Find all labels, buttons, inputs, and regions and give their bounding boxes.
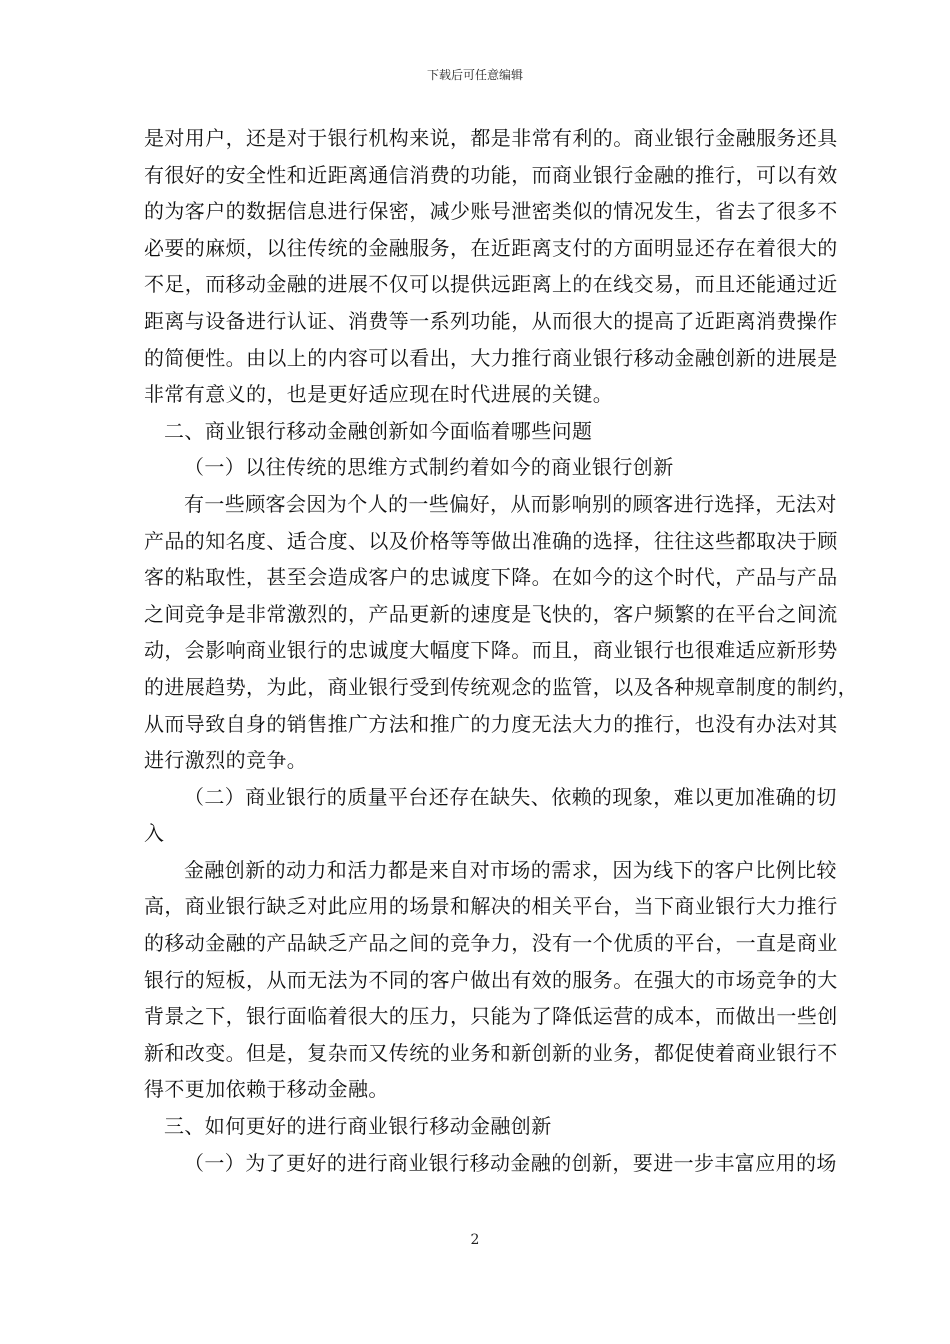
section-heading: 二、商业银行移动金融创新如今面临着哪些问题 <box>164 418 593 443</box>
text-line: 的为客户的数据信息进行保密，减少账号泄密类似的情况发生，省去了很多不 <box>144 199 838 224</box>
text-line: 的进展趋势，为此，商业银行受到传统观念的监管，以及各种规章制度的制约， <box>144 674 858 699</box>
subsection-heading: （一）为了更好的进行商业银行移动金融的创新，要进一步丰富应用的场 <box>184 1150 837 1175</box>
text-line: 的移动金融的产品缺乏产品之间的竞争力，没有一个优质的平台，一直是商业 <box>144 931 838 956</box>
text-line: 的简便性。由以上的内容可以看出，大力推行商业银行移动金融创新的进展是 <box>144 345 838 370</box>
text-line: 不足，而移动金融的进展不仅可以提供远距离上的在线交易，而且还能通过近 <box>144 272 838 297</box>
text-line: 进行激烈的竞争。 <box>144 748 308 773</box>
text-line: 必要的麻烦，以往传统的金融服务，在近距离支付的方面明显还存在着很大的 <box>144 235 838 260</box>
text-line: 得不更加依赖于移动金融。 <box>144 1077 389 1102</box>
text-line: 距离与设备进行认证、消费等一系列功能，从而很大的提高了近距离消费操作 <box>144 308 838 333</box>
document-body <box>144 120 858 1181</box>
paragraph <box>144 486 858 779</box>
text-line: 动，会影响商业银行的忠诚度大幅度下降。而且，商业银行也很难适应新形势 <box>144 638 838 663</box>
text-line: （二）商业银行的质量平台还存在缺失、依赖的现象，难以更加准确的切 <box>184 784 837 809</box>
text-line: 新和改变。但是，复杂而又传统的业务和新创新的业务，都促使着商业银行不 <box>144 1040 838 1065</box>
text-line: 有一些顾客会因为个人的一些偏好，从而影响别的顾客进行选择，无法对 <box>184 491 837 516</box>
text-line: 产品的知名度、适合度、以及价格等等做出准确的选择，往往这些都取决于顾 <box>144 528 838 553</box>
page-header: 下载后可任意编辑 <box>426 68 523 82</box>
text-line: 是对用户，还是对于银行机构来说，都是非常有利的。商业银行金融服务还具 <box>144 126 838 150</box>
text-line: 从而导致自身的销售推广方法和推广的力度无法大力的推行，也没有办法对其 <box>144 711 838 736</box>
subsection-heading: （一）以往传统的思维方式制约着如今的商业银行创新 <box>184 455 674 480</box>
section-heading: 三、如何更好的进行商业银行移动金融创新 <box>164 1114 552 1139</box>
text-line: 之间竞争是非常激烈的，产品更新的速度是飞快的，客户频繁的在平台之间流 <box>144 601 838 626</box>
paragraph <box>144 120 838 413</box>
text-line: 非常有意义的，也是更好适应现在时代进展的关键。 <box>144 382 614 407</box>
text-line: 客的粘取性，甚至会造成客户的忠诚度下降。在如今的这个时代，产品与产品 <box>144 565 838 590</box>
text-line: 有很好的安全性和近距离通信消费的功能，而商业银行金融的推行，可以有效 <box>144 162 838 187</box>
text-line: 入 <box>144 821 165 846</box>
text-line: 金融创新的动力和活力都是来自对市场的需求，因为线下的客户比例比较 <box>184 857 837 882</box>
text-line: 背景之下，银行面临着很大的压力，只能为了降低运营的成本，而做出一些创 <box>144 1004 838 1029</box>
subsection-heading <box>144 779 837 852</box>
text-line: 高，商业银行缺乏对此应用的场景和解决的相关平台，当下商业银行大力推行 <box>144 894 838 919</box>
paragraph <box>144 852 838 1108</box>
text-line: 银行的短板，从而无法为不同的客户做出有效的服务。在强大的市场竞争的大 <box>144 967 838 992</box>
page-number: 2 <box>470 1232 480 1248</box>
